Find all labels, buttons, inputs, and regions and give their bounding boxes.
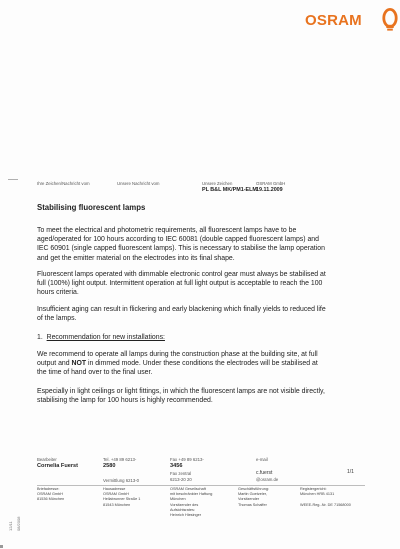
paragraph-line: of the lamps. [37,315,77,323]
footer-divider [37,485,365,486]
footer-line: OSRAM Gesellschaft [170,487,206,491]
paragraph-line: Fluorescent lamps operated with dimmable electronic control gear must always be stabilised at [37,271,326,278]
ref-label-your-reference: Ihre Zeichen/Nachricht vom [37,181,90,186]
paragraph-light-ceilings [37,387,377,405]
section-number: 1. [37,334,43,341]
ref-label-our-reference: Unsere Zeichen [202,181,233,186]
footer-line: Heinrich Hiesinger [170,513,202,518]
footer-line: Hellabrunner Straße 1 [103,497,141,502]
fax-central-label: Fax zentral [170,471,192,476]
paragraph-line: Insufficient aging can result in flickering and early blackening which finally yields to reduced life [37,306,326,313]
paragraph-line [37,359,377,368]
footer-line: 81536 München [37,497,65,502]
email-domain: @osram.de [256,477,279,482]
page-number: 1/1 [347,469,354,475]
footer-line: Hausadresse [103,487,126,491]
switchboard: Vermittlung 6213-0 [103,478,140,483]
form-date-code: 08/2008 [16,516,21,531]
email-label: e-mail [256,457,268,462]
footer-line: mit beschränkter Haftung [170,492,213,497]
contact-name: Cornelia Fuerst [37,463,79,469]
section-heading [37,333,377,342]
paragraph-line: stabilising the lamp for 100 hours is highly recommended. [37,397,213,405]
corner-mark [0,545,3,548]
section-title: Recommendation for new installations: [46,334,165,341]
footer-line: OSRAM GmbH [103,492,129,497]
footer-line: Vorsitzender [238,497,260,502]
our-reference: PL B&L MK/PM1-ELM [202,187,257,193]
text-run: in dimmed mode. Under these conditions the electrodes will be stabilised at [86,360,318,368]
footer-line: 81543 München [103,502,131,507]
footer-column-street-address [103,487,140,508]
paragraph-line: hours criteria. [37,289,79,297]
email-user: c.fuerst [256,470,273,476]
brand-name: OSRAM [305,12,362,29]
paragraph-line: IEC 60901 (single capped fluorescent lamps). This is necessary to stabilise the lamp operation [37,245,325,253]
footer-column-management [238,487,269,508]
text-run: output and [37,360,72,368]
tel-extension: 2580 [103,463,116,469]
paragraph-line: and get the emitter material on the electrodes into its final shape. [37,254,235,262]
fax-extension: 3456 [170,463,183,469]
tel-label: Tel. +49 89 6213- [103,457,137,462]
footer-line: Thomas Schaffer [238,502,267,507]
ref-label-our-message: Unsere Nachricht vom [117,181,160,186]
paragraph-line: To meet the electrical and photometric requirements, all fluorescent lamps have to be [37,227,297,234]
paragraph-insufficient-aging [37,305,377,323]
paragraph-line: We recommend to operate all lamps during the construction phase at the building site, at full [37,351,318,358]
fax-label: Fax +49 89 6213- [170,457,204,462]
footer-line: WEEE-Reg.-Nr. DE 71568000 [300,502,351,507]
footer-line: Aufsichtsrates: [170,507,195,512]
paragraph-line: full (100%) light output. Intermittent operation at full light output is acceptable to reach the 100 [37,280,323,288]
letter-date: 19.11.2009 [256,187,283,193]
fax-central-number: 6213-20 20 [170,477,192,482]
ref-label-company: OSRAM GmbH [256,181,286,186]
footer-line: Registergericht: [300,487,327,491]
fold-mark [8,179,18,180]
letter-title: Stabilising fluorescent lamps [37,203,146,212]
footer-line: Martin Goetzeler, [238,492,267,497]
paragraph-aging-requirement [37,226,377,263]
footer-line: OSRAM GmbH [37,492,63,497]
paragraph-recommendation [37,350,377,378]
footer-column-register [300,487,351,508]
footer-line: Vorsitzender des [170,502,199,507]
contact-label: Bearbeiter [37,457,57,462]
osram-bulb-logo-icon [382,7,398,33]
footer-column-postal-address [37,487,64,503]
paragraph-line: the time of hand over to the final user. [37,369,153,377]
paragraph-line: Especially in light ceilings or light fittings, in which the fluorescent lamps are not visible directly, [37,388,325,395]
form-code: 12/11 [8,521,13,531]
footer-line: München HRB 4131 [300,492,335,497]
paragraph-dimmable-gear [37,270,377,298]
paragraph-line: aged/operated for 100 hours according to IEC 60081 (double capped fluorescent lamps) and [37,236,319,244]
emphasis-not: NOT [71,360,87,368]
footer-line: Geschäftsführung: [238,487,270,491]
footer-line: Briefadresse: [37,487,60,491]
footer-column-company [170,487,212,518]
footer-line: München [170,497,186,502]
